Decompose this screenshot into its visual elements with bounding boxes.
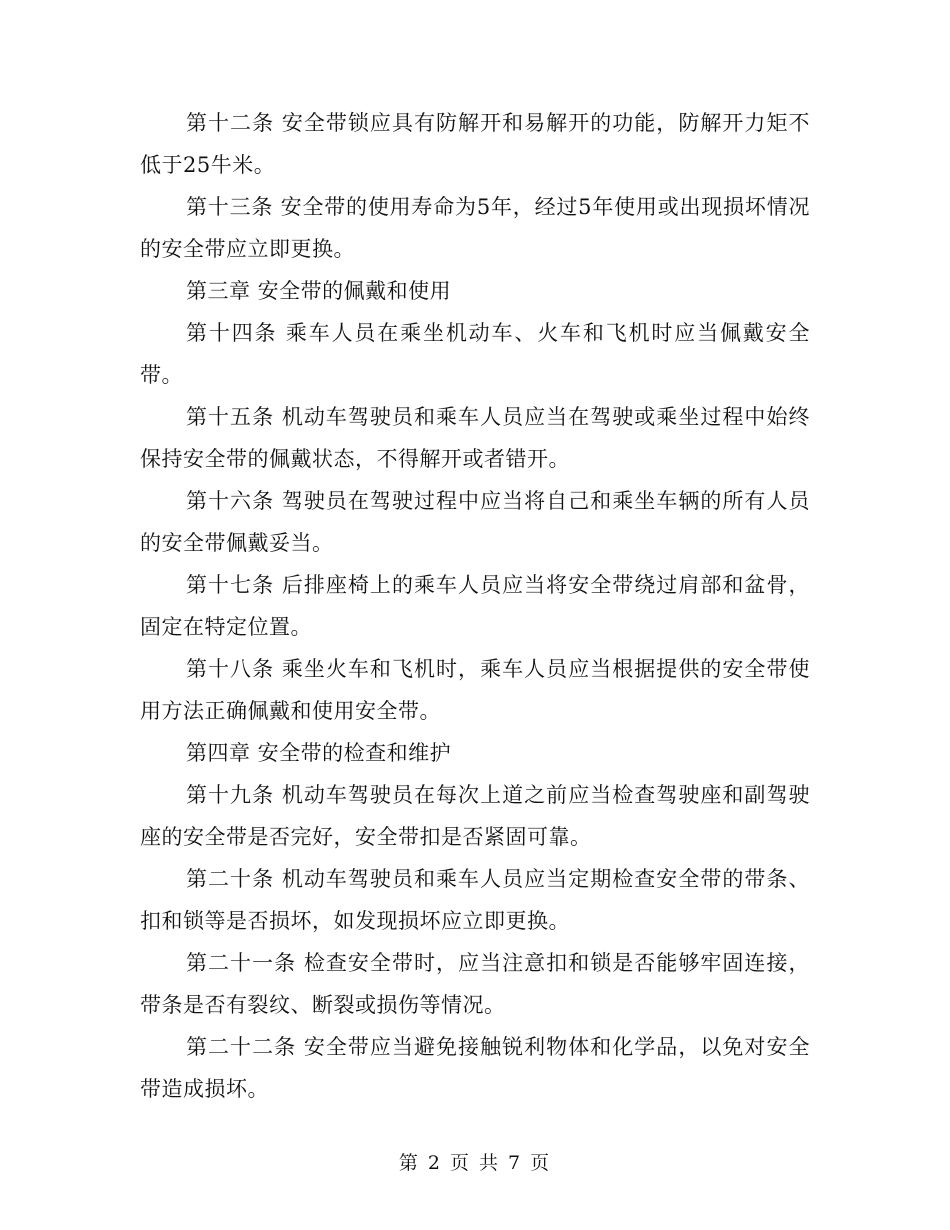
document-body — [140, 102, 810, 1110]
article-14: 第十四条 乘车人员在乘坐机动车、火车和飞机时应当佩戴安全带。 — [140, 321, 810, 387]
chapter-4-heading: 第四章 安全带的检查和维护 — [186, 741, 452, 765]
article-20: 第二十条 机动车驾驶员和乘车人员应当定期检查安全带的带条、扣和锁等是否损坏，如发现损坏应立即更换。 — [140, 867, 810, 933]
article-19: 第十九条 机动车驾驶员在每次上道之前应当检查驾驶座和副驾驶座的安全带是否完好，安全带扣是否紧固可靠。 — [140, 783, 810, 849]
article-16: 第十六条 驾驶员在驾驶过程中应当将自己和乘坐车辆的所有人员的安全带佩戴妥当。 — [140, 489, 810, 555]
article-18: 第十八条 乘坐火车和飞机时，乘车人员应当根据提供的安全带使用方法正确佩戴和使用安全带。 — [140, 657, 810, 723]
article-22: 第二十二条 安全带应当避免接触锐利物体和化学品，以免对安全带造成损坏。 — [140, 1035, 810, 1101]
article-17: 第十七条 后排座椅上的乘车人员应当将安全带绕过肩部和盆骨，固定在特定位置。 — [140, 573, 810, 639]
chapter-3-heading: 第三章 安全带的佩戴和使用 — [186, 279, 452, 303]
page-number-footer: 第 2 页 共 7 页 — [398, 1152, 552, 1174]
article-13: 第十三条 安全带的使用寿命为5年，经过5年使用或出现损坏情况的安全带应立即更换。 — [140, 195, 810, 261]
article-15: 第十五条 机动车驾驶员和乘车人员应当在驾驶或乘坐过程中始终保持安全带的佩戴状态，不得解开或者错开。 — [140, 405, 810, 471]
article-21: 第二十一条 检查安全带时，应当注意扣和锁是否能够牢固连接，带条是否有裂纹、断裂或损伤等情况。 — [140, 951, 810, 1017]
article-12: 第十二条 安全带锁应具有防解开和易解开的功能，防解开力矩不低于25牛米。 — [140, 111, 810, 177]
